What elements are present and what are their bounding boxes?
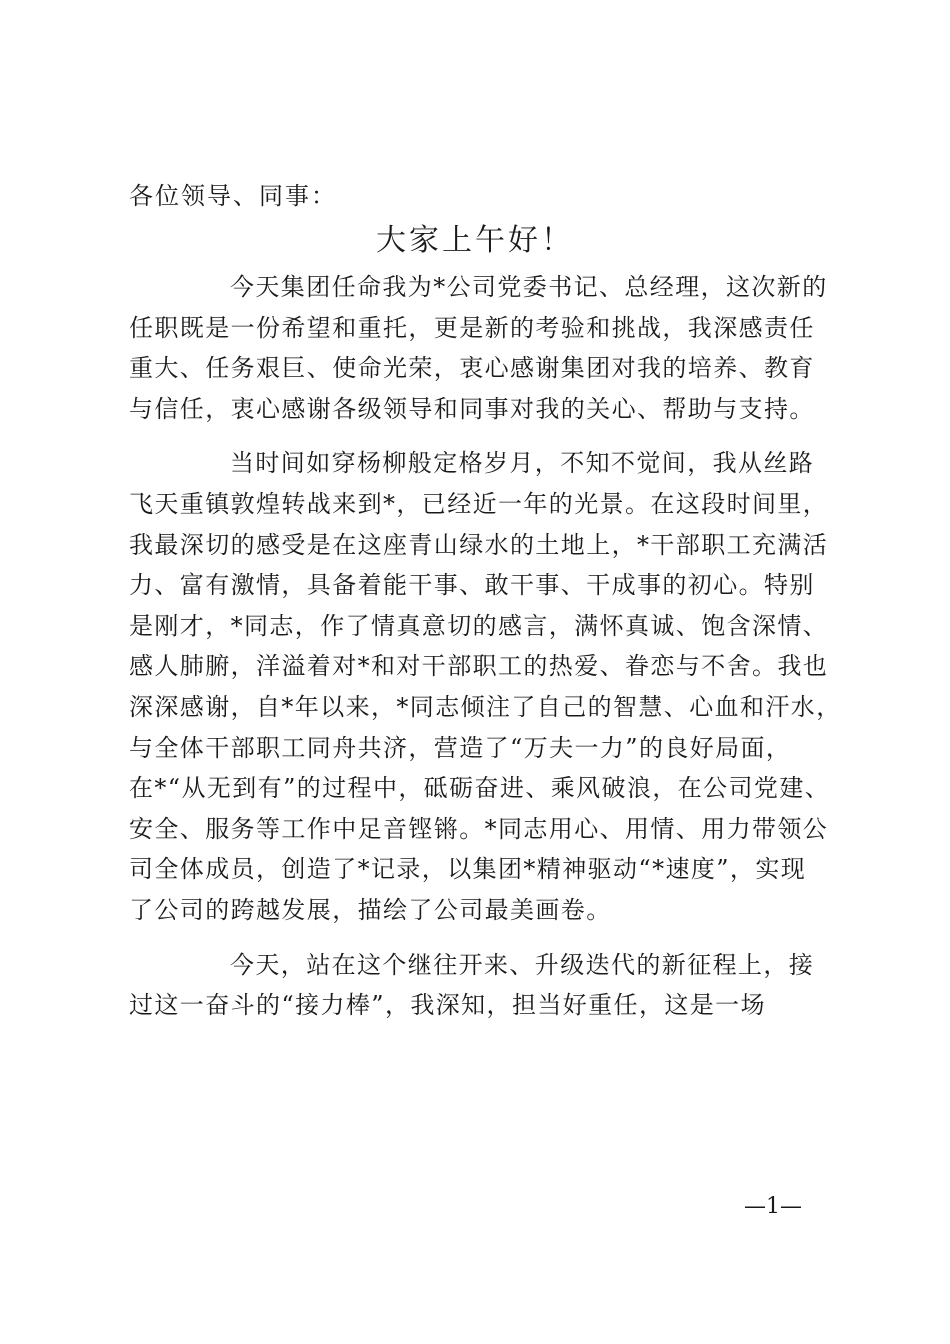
paragraph-1 <box>129 267 849 429</box>
paragraph-spacer <box>129 429 849 443</box>
text-line: 飞天重镇敦煌转战来到*，已经近一年的光景。在这段时间里， <box>129 489 829 518</box>
text-line: 感人肺腑，洋溢着对*和对干部职工的热爱、眷恋与不舍。我也 <box>129 652 829 681</box>
speech-body <box>129 267 849 1026</box>
text-line: 与全体干部职工同舟共济，营造了“万夫一力”的良好局面， <box>129 733 792 762</box>
text-line: 今天集团任命我为*公司党委书记、总经理，这次新的 <box>230 273 828 301</box>
text-line: 是刚才，*同志，作了情真意切的感言，满怀真诚、饱含深情、 <box>129 611 829 640</box>
paragraph-3 <box>129 945 849 1026</box>
text-line: 重大、任务艰巨、使命光荣，衷心感谢集团对我的培养、教育 <box>129 354 815 383</box>
text-line: 任职既是一份希望和重托，更是新的考验和挑战，我深感责任 <box>129 313 815 342</box>
text-line: 力、富有激情，具备着能干事、敢干事、干成事的初心。特别 <box>129 571 815 600</box>
text-line: 深深感谢，自*年以来，*同志倾注了自己的智慧、心血和汗水， <box>129 692 842 721</box>
text-line: 了公司的跨越发展，描绘了公司最美画卷。 <box>129 895 612 924</box>
paragraph-spacer <box>129 931 849 945</box>
text-line: 过这一奋斗的“接力棒”，我深知，担当好重任，这是一场 <box>129 991 766 1020</box>
text-line: 与信任，衷心感谢各级领导和同事对我的关心、帮助与支持。 <box>129 394 815 423</box>
greeting-heading: 大家上午好！ <box>376 223 574 258</box>
text-line: 今天，站在这个继往开来、升级迭代的新征程上，接 <box>230 950 815 979</box>
text-line: 在*“从无到有”的过程中，砥砺奋进、乘风破浪，在公司党建、 <box>129 774 831 803</box>
paragraph-2 <box>129 443 849 930</box>
text-line: 安全、服务等工作中足音铿锵。*同志用心、用情、用力带领公 <box>129 814 829 843</box>
text-line: 我最深切的感受是在这座青山绿水的土地上，*干部职工充满活 <box>129 530 829 559</box>
salutation: 各位领导、同事： <box>129 182 337 210</box>
page-number: —1— <box>744 1194 802 1219</box>
text-line: 当时间如穿杨柳般定格岁月，不知不觉间，我从丝路 <box>230 449 815 478</box>
text-line: 司全体成员，创造了*记录，以集团*精神驱动“*速度”，实现 <box>129 855 807 884</box>
